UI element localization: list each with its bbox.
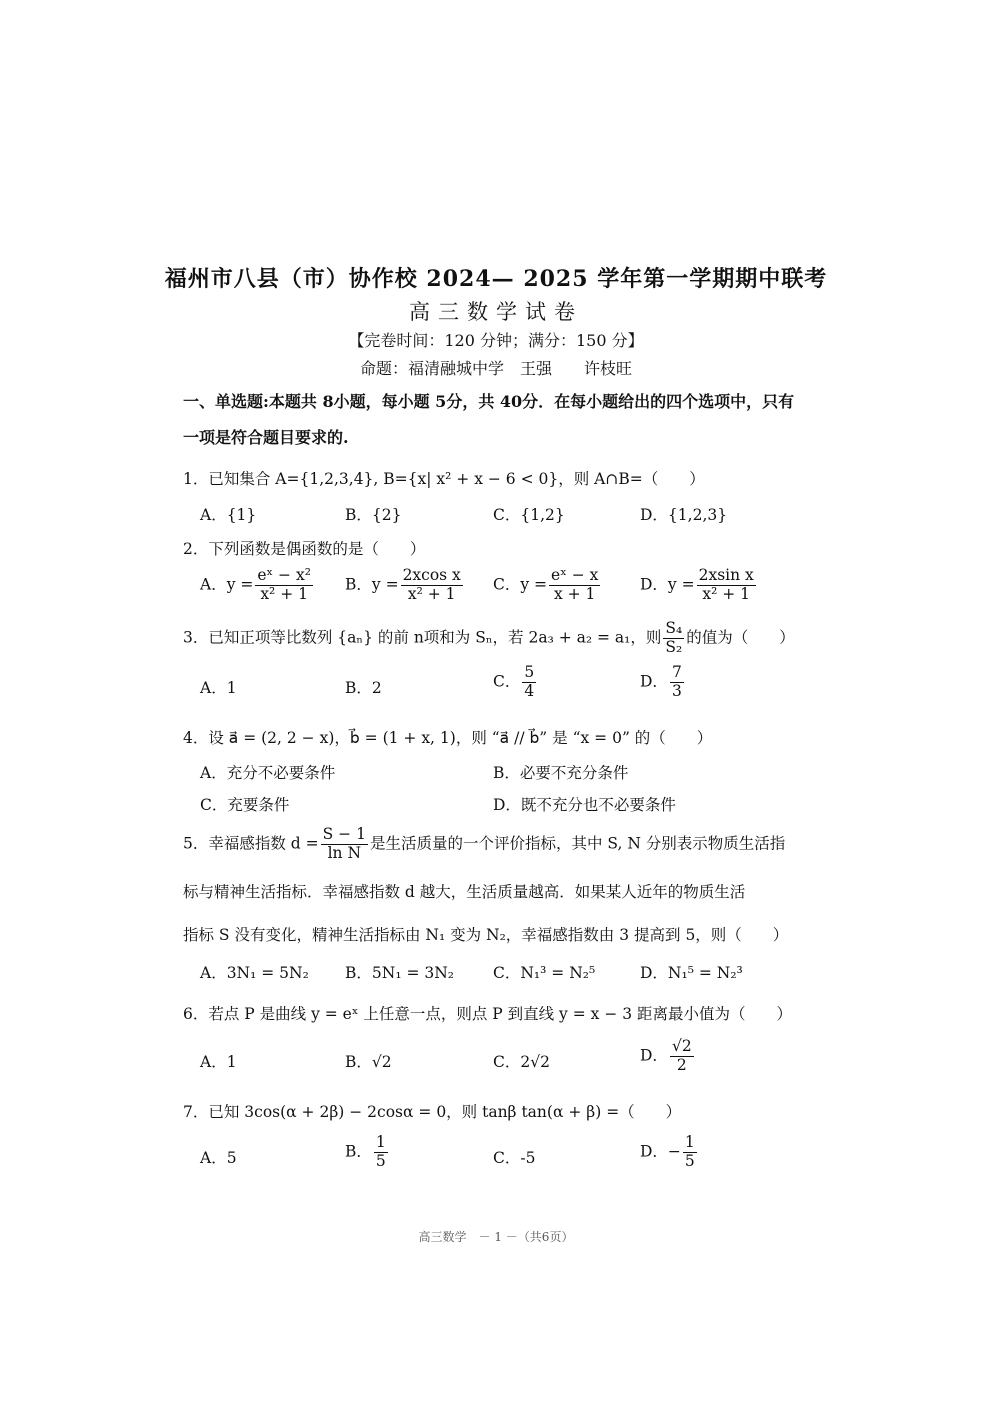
question-6-option-a: A．1 [200,1053,237,1071]
question-1-option-a: A．{1} [200,506,257,524]
question-4-stem: 4．设 a⃗ = (2, 2 − x)，b⃗ = (1 + x, 1)，则 “a⃗ // b⃗” 是 “x = 0” 的（ ） [183,729,713,747]
page-footer: 高三数学 － 1 －（共6页） [418,1230,574,1244]
exam-authors: 命题：福清融城中学 王强 许枝旺 [359,359,632,378]
question-6-option-d: D． $\frac{√2}{2}$ [640,1037,692,1074]
question-1-stem: 1．已知集合 A={1,2,3,4}, B={x| x² + x − 6 < 0}，则 A∩B=（ ） [183,470,705,488]
question-1-option-d: D．{1,2,3} [640,506,728,524]
question-1-option-b: B．{2} [345,506,402,524]
exam-title: 福州市八县（市）协作校 2024— 2025 学年第一学期期中联考 [164,266,828,292]
question-3-option-a: A．1 [200,679,237,697]
question-3-option-c: C． $\frac{5}{4}$ [493,663,535,700]
question-6-option-b: B．√2 [345,1053,392,1071]
question-4-option-b: B．必要不充分条件 [493,764,629,782]
question-6-option-c: C．2√2 [493,1053,550,1071]
exam-info: 【完卷时间：120 分钟；满分：150 分】 [348,331,644,350]
question-4-option-a: A．充分不必要条件 [200,764,336,782]
question-5-option-d: D．N₁⁵ = N₂³ [640,964,743,982]
question-5-stem: 5．幸福感指数 d = $\frac{S - 1}{\text{ln N}}$ 是生活质量的一个评价指标，其中 S, N 分别表示物质生活指 [183,825,786,862]
question-2-option-b: B．y = $\frac{\text{2xcos x}}{\text{x² + 1}}$ [345,566,461,603]
question-2-option-d: D．y = $\frac{\text{2xsin x}}{\text{x² + 1}}$ [640,566,754,603]
question-3-option-b: B．2 [345,679,382,697]
question-7-option-b: B． $\frac{1}{5}$ [345,1133,386,1170]
question-2-stem: 2．下列函数是偶函数的是（ ） [183,540,426,558]
question-5-line2: 标与精神生活指标．幸福感指数 d 越大，生活质量越高．如果某人近年的物质生活 [183,883,746,901]
question-3-stem: 3．已知正项等比数列 {aₙ} 的前 n项和为 Sₙ，若 2a₃ + a₂ = a₁，则 $\frac{\text{S₄}}{\text{S₂}}$ 的值为（ ） [183,619,795,656]
question-5-option-a: A．3N₁ = 5N₂ [200,964,309,982]
question-5-line3: 指标 S 没有变化，精神生活指标由 N₁ 变为 N₂，幸福感指数由 3 提高到 5，则（ ） [183,926,789,944]
question-3-option-d: D． $\frac{7}{3}$ [640,663,682,700]
question-7-option-c: C．-5 [493,1149,536,1167]
question-7-stem: 7．已知 3cos(α + 2β) − 2cosα = 0，则 tanβ tan(α + β) =（ ） [183,1103,682,1121]
question-7-option-a: A．5 [200,1149,237,1167]
exam-subtitle: 高三数学试卷 [409,300,583,324]
question-1-option-c: C．{1,2} [493,506,565,524]
question-5-option-c: C．N₁³ = N₂⁵ [493,964,596,982]
question-6-stem: 6．若点 P 是曲线 y = eˣ 上任意一点，则点 P 到直线 y = x − 3 距离最小值为（ ） [183,1005,793,1023]
question-2-option-c: C．y = $\frac{\text{eˣ − x}}{x + 1}$ [493,566,599,603]
question-4-option-c: C．充要条件 [200,796,290,814]
section-heading-line2: 一项是符合题目要求的. [183,428,349,447]
question-7-option-d: D．− $\frac{1}{5}$ [640,1133,695,1170]
question-4-option-d: D．既不充分也不必要条件 [493,796,676,814]
section-heading-line1: 一、单选题:本题共 8小题，每小题 5分，共 40分．在每小题给出的四个选项中，只有 [183,392,795,411]
question-5-option-b: B．5N₁ = 3N₂ [345,964,455,982]
question-2-option-a: A．y = $\frac{\text{eˣ − x²}}{\text{x² + 1}}$ [200,566,311,603]
